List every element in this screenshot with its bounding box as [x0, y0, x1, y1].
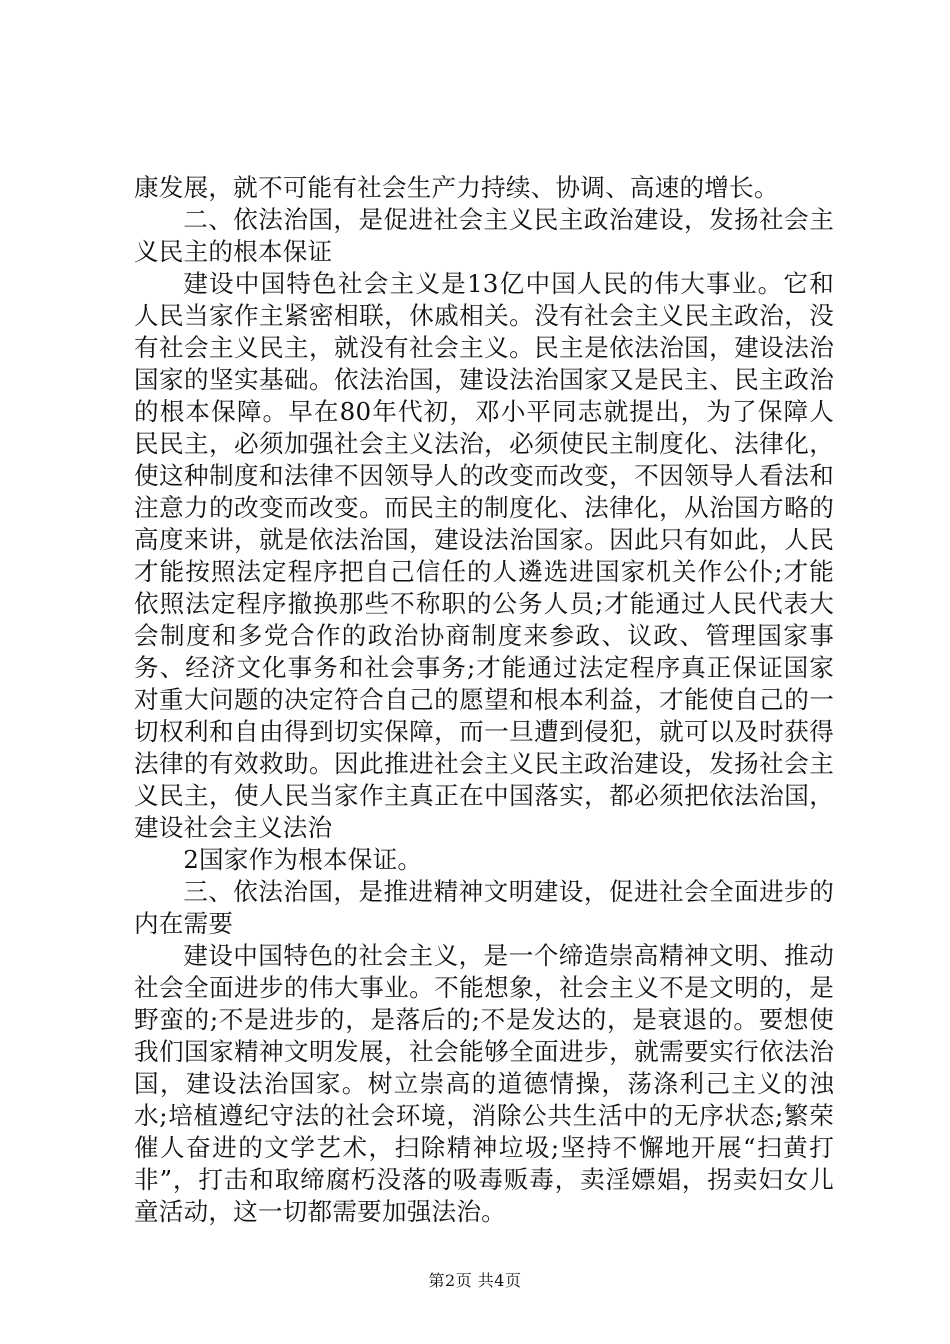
section-heading-3: 三、依法治国，是推进精神文明建设，促进社会全面进步的内在需要	[134, 877, 834, 938]
paragraph-democracy: 建设中国特色社会主义是13亿中国人民的伟大事业。它和人民当家作主紧密相联，休戚相关。没有社会主义民主政治，没有社会主义民主，就没有社会主义。民主是依法治国，建设法治国家的坚实基础。依法治国，建设法治国家又是民主、民主政治的根本保障。早在80年代初，邓小平同志就提出，为了保障人民民主，必须加强社会主义法治，必须使民主制度化、法律化，使这种制度和法律不因领导人的改变而改变，不因领导人看法和注意力的改变而改变。而民主的制度化、法律化，从治国方略的高度来讲，就是依法治国，建设法治国家。因此只有如此，人民才能按照法定程序把自己信任的人遴选进国家机关作公仆;才能依照法定程序撤换那些不称职的公务人员;才能通过人民代表大会制度和多党合作的政治协商制度来参政、议政、管理国家事务、经济文化事务和社会事务;才能通过法定程序真正保证国家对重大问题的决定符合自己的愿望和根本利益，才能使自己的一切权利和自由得到切实保障，而一旦遭到侵犯，就可以及时获得法律的有效救助。因此推进社会主义民主政治建设，发扬社会主义民主，使人民当家作主真正在中国落实，都必须把依法治国，建设社会主义法治	[134, 269, 834, 842]
section-heading-2: 二、依法治国，是促进社会主义民主政治建设，发扬社会主义民主的根本保证	[134, 205, 834, 266]
paragraph-continuation: 康发展，就不可能有社会生产力持续、协调、高速的增长。	[134, 173, 779, 202]
paragraph-guarantee: 2国家作为根本保证。	[183, 845, 423, 874]
page-number-footer: 第2页 共4页	[428, 1271, 522, 1290]
paragraph-civilization: 建设中国特色的社会主义，是一个缔造崇高精神文明、推动社会全面进步的伟大事业。不能想象，社会主义不是文明的，是野蛮的;不是进步的，是落后的;不是发达的，是衰退的。要想使我们国家精神文明发展，社会能够全面进步，就需要实行依法治国，建设法治国家。树立崇高的道德情操，荡涤利己主义的浊水;培植遵纪守法的社会环境，消除公共生活中的无序状态;繁荣催人奋进的文学艺术，扫除精神垃圾;坚持不懈地开展“扫黄打非”，打击和取缔腐朽没落的吸毒贩毒，卖淫嫖娼，拐卖妇女儿童活动，这一切都需要加强法治。	[134, 941, 834, 1226]
document-body	[134, 172, 834, 1228]
